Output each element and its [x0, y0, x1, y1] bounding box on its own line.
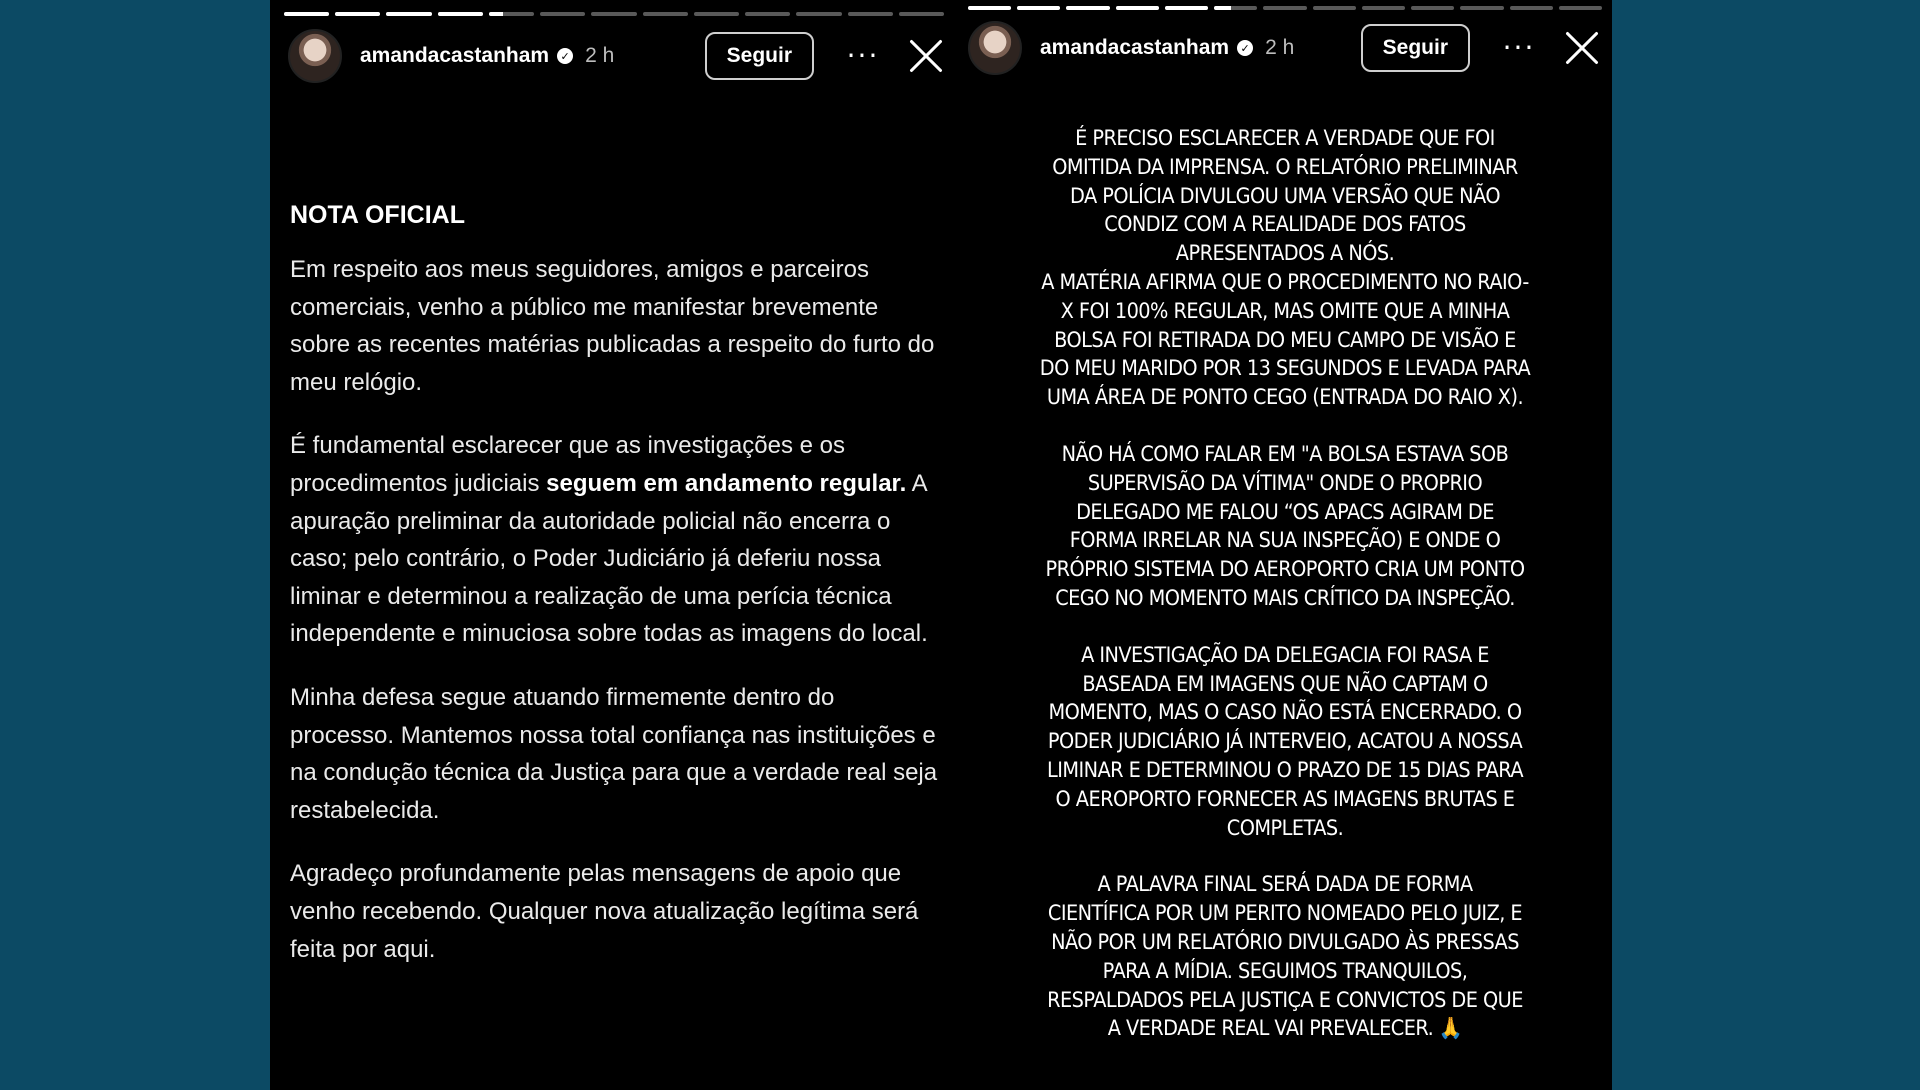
story-progress-bar — [968, 6, 1602, 10]
text-line: SUPERVISÃO DA VÍTIMA" ONDE O PROPRIO — [1087, 470, 1483, 495]
close-icon[interactable] — [1564, 30, 1600, 66]
verified-badge-icon: ✓ — [1237, 40, 1253, 56]
post-time: 2 h — [585, 44, 615, 67]
text-line: OMITIDA DA IMPRENSA. O RELATÓRIO PRELIMINAR — [1052, 154, 1518, 179]
progress-segment — [284, 12, 329, 16]
text-line: X FOI 100% REGULAR, MAS OMITE QUE A MINHA — [1060, 298, 1510, 323]
progress-segment — [335, 12, 380, 16]
text-line: CEGO NO MOMENTO MAIS CRÍTICO DA INSPEÇÃO. — [1055, 585, 1515, 610]
text-line: DA POLÍCIA DIVULGOU UMA VERSÃO QUE NÃO — [1069, 183, 1501, 208]
progress-segment — [643, 12, 688, 16]
text-line: APRESENTADOS A NÓS. — [1175, 241, 1395, 266]
follow-button[interactable]: Seguir — [1361, 24, 1470, 72]
paragraph — [1003, 641, 1568, 843]
text-line: PARA A MÍDIA. SEGUIMOS TRANQUILOS, — [1102, 958, 1468, 983]
story-header — [958, 18, 1612, 78]
text-line: COMPLETAS. — [1226, 815, 1344, 840]
progress-segment — [1510, 6, 1553, 10]
paragraph-text: É fundamental esclarecer que as investigações e os procedimentos judiciais — [290, 432, 845, 497]
text-line: MOMENTO, MAS O CASO NÃO ESTÁ ENCERRADO. O — [1048, 700, 1522, 725]
progress-segment — [1559, 6, 1602, 10]
username[interactable]: amandacastanham — [1040, 36, 1230, 59]
story-text — [290, 195, 940, 994]
text-line: A VERDADE REAL VAI PREVALECER. 🙏 — [1107, 1016, 1463, 1041]
progress-segment — [438, 12, 483, 16]
paragraph — [1003, 870, 1568, 1043]
text-line: A MATÉRIA AFIRMA QUE O PROCEDIMENTO NO RAIO- — [1041, 269, 1529, 294]
text-line: DO MEU MARIDO POR 13 SEGUNDOS E LEVADA PARA — [1039, 356, 1531, 381]
text-line: A PALAVRA FINAL SERÁ DADA DE FORMA — [1097, 872, 1473, 897]
progress-segment — [796, 12, 841, 16]
paragraph: Agradeço profundamente pelas mensagens de apoio que venho recebendo. Qualquer nova atualização legítima será feita por aqui. — [290, 860, 919, 963]
text-line: RESPALDADOS PELA JUSTIÇA E CONVICTOS DE QUE — [1047, 987, 1523, 1012]
progress-segment — [591, 12, 636, 16]
text-line: NÃO HÁ COMO FALAR EM "A BOLSA ESTAVA SOB — [1061, 441, 1509, 466]
verified-badge-icon: ✓ — [557, 48, 573, 64]
text-line: DELEGADO ME FALOU “OS APACS AGIRAM DE — [1076, 499, 1494, 524]
text-line: PODER JUDICIÁRIO JÁ INTERVEIO, ACATOU A NOSSA — [1047, 729, 1523, 754]
story-progress-bar — [284, 12, 944, 16]
paragraph-bold-text: seguem em andamento regular. — [546, 469, 907, 497]
paragraph: Minha defesa segue atuando firmemente dentro do processo. Mantemos nossa total confiança nas instituições e na condução técnica da Justiça para que a verdade real seja restabelecida. — [290, 683, 938, 824]
progress-segment — [1313, 6, 1356, 10]
text-line: UMA ÁREA DE PONTO CEGO (ENTRADA DO RAIO X). — [1046, 385, 1524, 410]
progress-segment — [1362, 6, 1405, 10]
paragraph — [290, 427, 940, 653]
text-line: NÃO POR UM RELATÓRIO DIVULGADO ÀS PRESSAS — [1051, 929, 1519, 954]
text-line: LIMINAR E DETERMINOU O PRAZO DE 15 DIAS PARA — [1046, 757, 1524, 782]
progress-segment — [1066, 6, 1109, 10]
progress-segment — [1460, 6, 1503, 10]
text-line: PRÓPRIO SISTEMA DO AEROPORTO CRIA UM PONTO — [1045, 557, 1525, 582]
story-header — [270, 26, 958, 86]
text-line: FORMA IRRELAR NA SUA INSPEÇÃO) E ONDE O — [1069, 528, 1501, 553]
progress-segment — [1017, 6, 1060, 10]
avatar[interactable] — [288, 29, 342, 83]
progress-segment — [694, 12, 739, 16]
follow-button[interactable]: Seguir — [705, 32, 814, 80]
paragraph — [1003, 440, 1568, 613]
progress-segment — [1411, 6, 1454, 10]
more-options-icon[interactable]: ··· — [846, 39, 880, 72]
progress-segment — [968, 6, 1011, 10]
username[interactable]: amandacastanham — [360, 44, 550, 67]
more-options-icon[interactable]: ··· — [1502, 31, 1536, 64]
progress-segment — [1116, 6, 1159, 10]
text-line: CONDIZ COM A REALIDADE DOS FATOS — [1104, 212, 1466, 237]
avatar[interactable] — [968, 21, 1022, 75]
progress-segment — [1214, 6, 1257, 10]
progress-segment — [489, 12, 534, 16]
close-icon[interactable] — [908, 38, 944, 74]
progress-segment — [540, 12, 585, 16]
progress-segment — [386, 12, 431, 16]
text-line: É PRECISO ESCLARECER A VERDADE QUE FOI — [1075, 126, 1495, 150]
story-text — [1003, 124, 1568, 1071]
text-line: O AEROPORTO FORNECER AS IMAGENS BRUTAS E — [1055, 786, 1515, 811]
note-title: NOTA OFICIAL — [290, 201, 465, 229]
progress-segment — [745, 12, 790, 16]
post-time: 2 h — [1265, 36, 1295, 59]
progress-segment — [899, 12, 944, 16]
progress-segment — [1165, 6, 1208, 10]
text-line: BASEADA EM IMAGENS QUE NÃO CAPTAM O — [1082, 671, 1488, 696]
story-panel-left[interactable] — [270, 0, 958, 1090]
text-line: A INVESTIGAÇÃO DA DELEGACIA FOI RASA E — [1081, 642, 1489, 667]
paragraph: Em respeito aos meus seguidores, amigos e parceiros comerciais, venho a público me manifestar brevemente sobre as recentes matérias publicadas a respeito do furto do meu relógio. — [290, 256, 935, 396]
paragraph-text: A apuração preliminar da autoridade policial não encerra o caso; pelo contrário, o Poder Judiciário já deferiu nossa liminar e determinou a realização de uma perícia técnica independente e minuciosa sobre todas as imagens do local. — [290, 469, 928, 648]
progress-segment — [848, 12, 893, 16]
text-line: BOLSA FOI RETIRADA DO MEU CAMPO DE VISÃO E — [1054, 327, 1516, 352]
progress-segment — [1263, 6, 1306, 10]
paragraph — [1003, 124, 1568, 412]
text-line: CIENTÍFICA POR UM PERITO NOMEADO PELO JUIZ, E — [1047, 901, 1523, 926]
story-panel-right[interactable] — [958, 0, 1612, 1090]
